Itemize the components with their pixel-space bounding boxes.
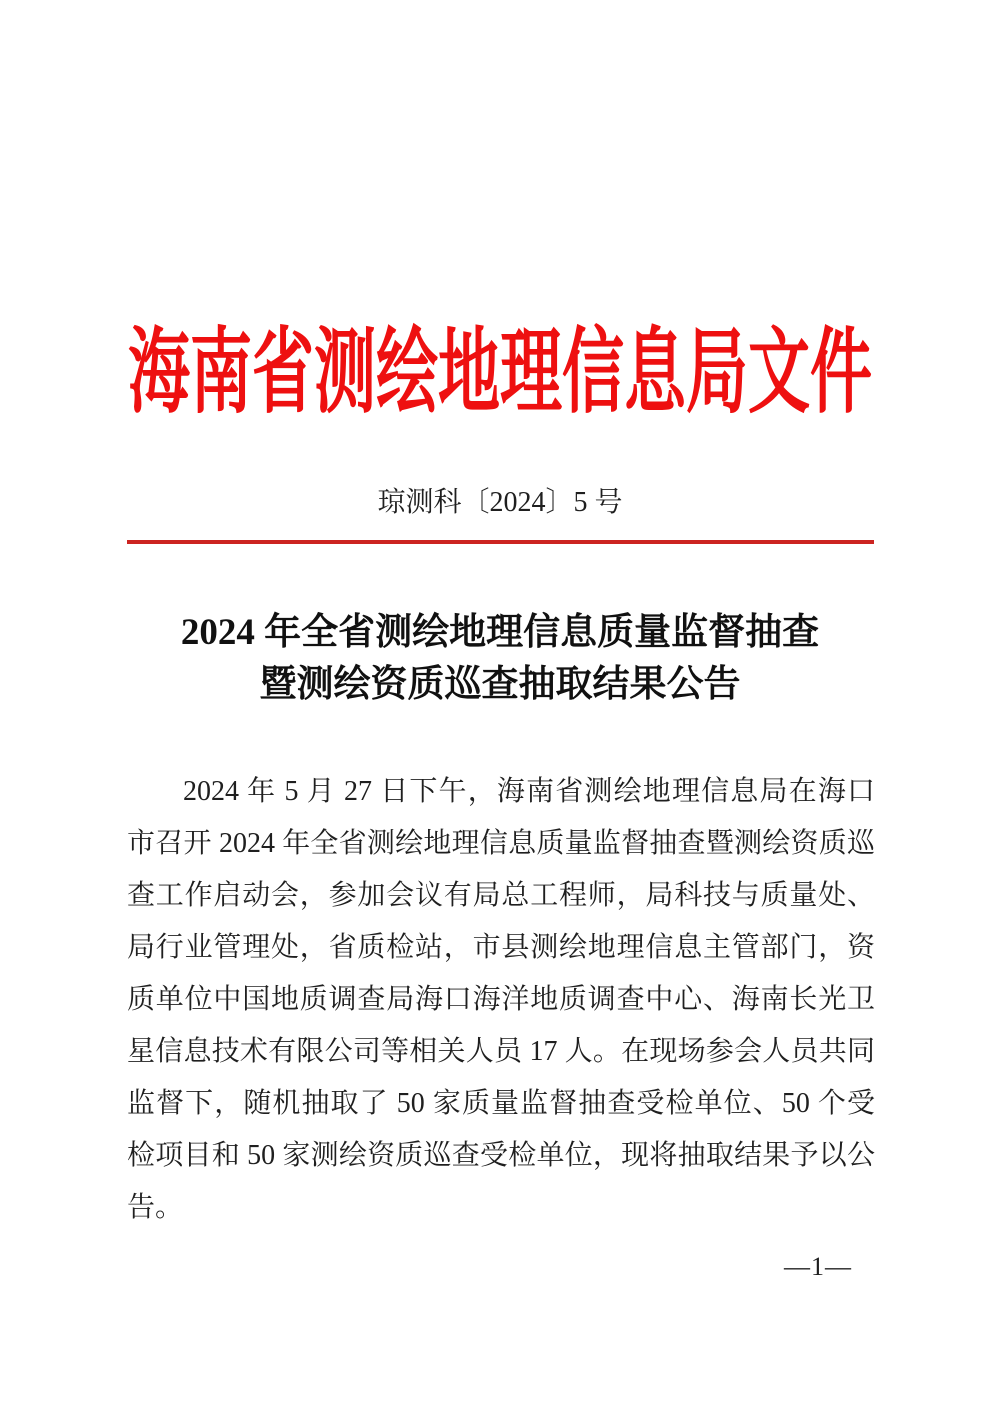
document-title-line1: 2024 年全省测绘地理信息质量监督抽查 bbox=[180, 612, 820, 653]
red-divider-line bbox=[127, 540, 874, 544]
red-letterhead bbox=[0, 323, 1000, 425]
document-title-line2: 暨测绘资质巡查抽取结果公告 bbox=[259, 664, 741, 705]
page-number: —1— bbox=[784, 1252, 852, 1281]
document-title bbox=[0, 607, 1000, 711]
document-number: 琼测科〔2024〕5 号 bbox=[377, 487, 623, 518]
body-paragraph: 2024 年 5 月 27 日下午，海南省测绘地理信息局在海口市召开 2024 年全省测绘地理信息质量监督抽查暨测绘资质巡查工作启动会，参加会议有局总工程师，局科技与质量处、局行业管理处，省质检站，市县测绘地理信息主管部门，资质单位中国地质调查局海口海洋地质调查中心、海南长光卫星信息技术有限公司等相关人员 17 人。在现场参会人员共同监督下，随机抽取了 50 家质量监督抽查受检单位、50 个受检项目和 50 家测绘资质巡查受检单位，现将抽取结果予以公告。 bbox=[127, 776, 875, 1223]
agency-name-title: 海南省测绘地理信息局文件 bbox=[127, 323, 872, 425]
